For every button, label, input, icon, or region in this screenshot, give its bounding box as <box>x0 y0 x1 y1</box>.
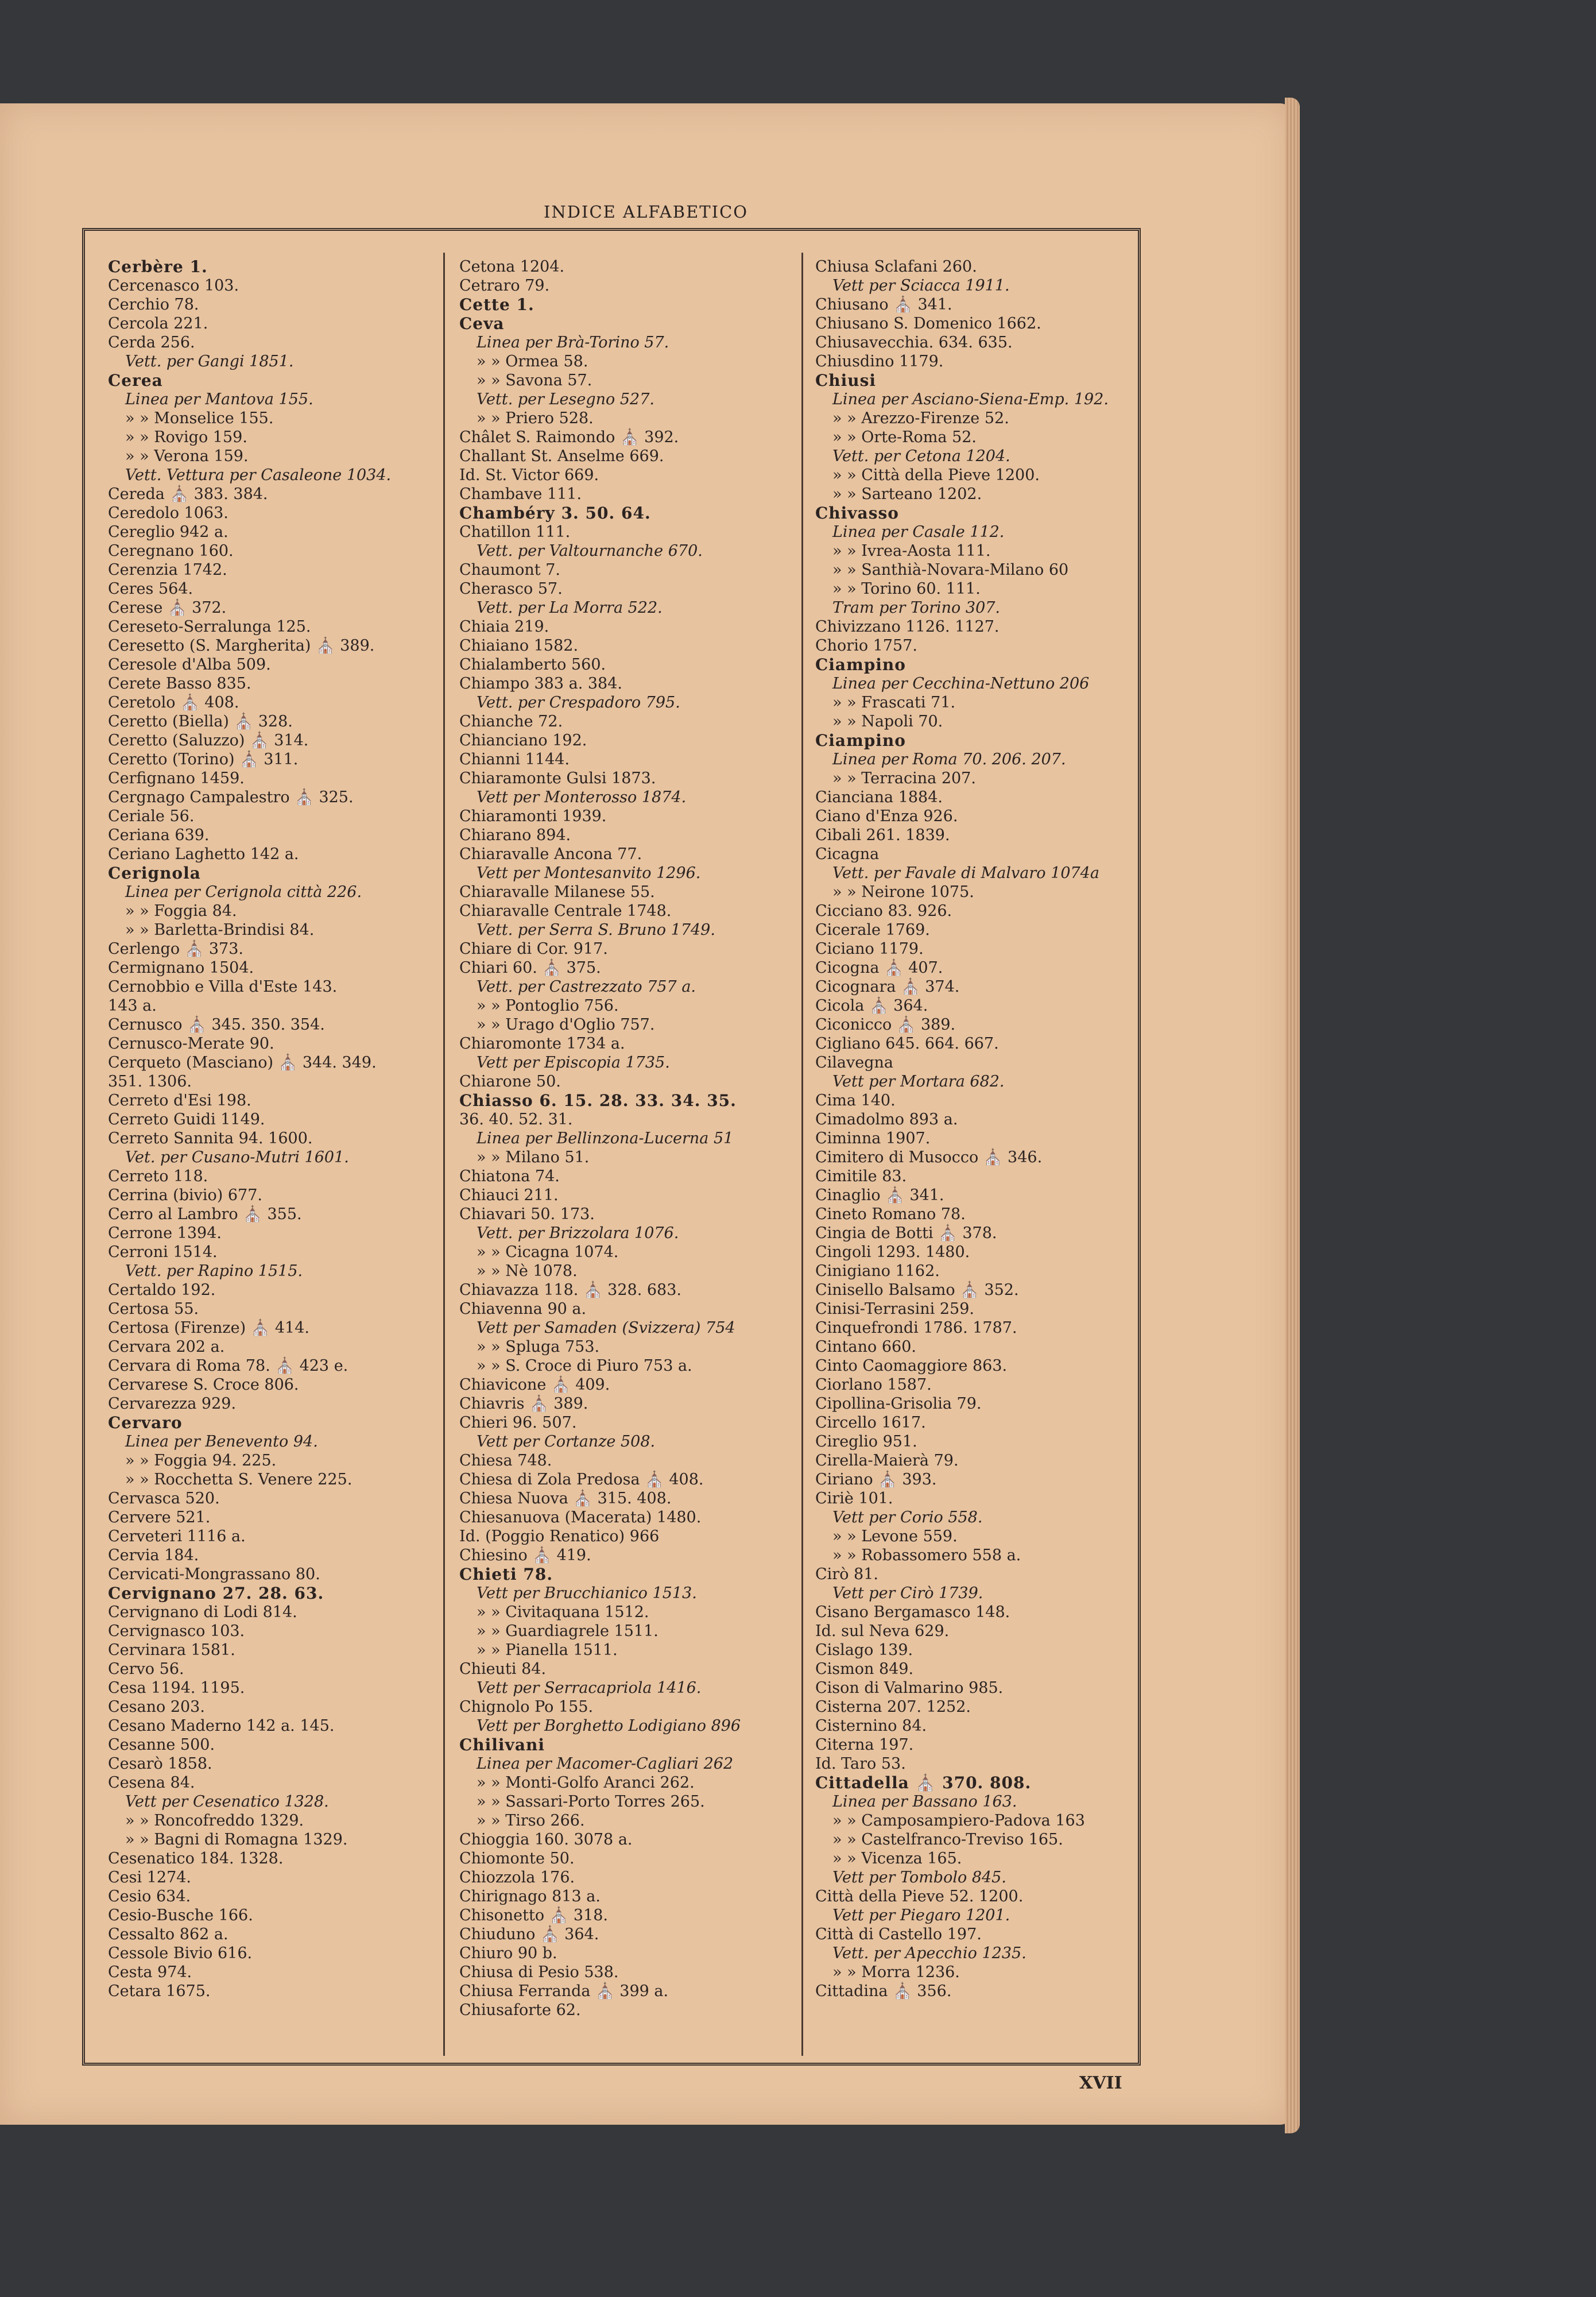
index-column-1 <box>108 257 447 2049</box>
index-entry: » » Barletta-Brindisi 84. <box>125 921 315 939</box>
index-entry: Ciano d'Enza 926. <box>815 807 958 825</box>
index-entry: Vett. per Favale di Malvaro 1074a <box>832 864 1099 882</box>
index-entry: Chianche 72. <box>459 713 563 730</box>
index-entry: Chialamberto 560. <box>459 656 606 674</box>
column-divider <box>801 253 803 2056</box>
index-entry: Chiusa Ferranda ⛪ 399 a. <box>459 1982 669 2000</box>
index-entry: Chiesanuova (Macerata) 1480. <box>459 1509 702 1526</box>
index-entry: Cerfignano 1459. <box>108 769 245 787</box>
index-entry: Chiari 60. ⛪ 375. <box>459 959 601 977</box>
index-entry: Ciampino <box>815 655 906 674</box>
index-entry: Cervo 56. <box>108 1660 184 1678</box>
index-entry: Cicogna ⛪ 407. <box>815 959 943 977</box>
index-entry: Vett. per Valtournanche 670. <box>477 542 703 560</box>
index-entry: Cisterna 207. 1252. <box>815 1698 971 1716</box>
index-entry: Chiavris ⛪ 389. <box>459 1395 588 1413</box>
index-entry: Vett per Montesanvito 1296. <box>477 864 701 882</box>
index-entry: Cerroni 1514. <box>108 1243 218 1261</box>
index-entry: Cervarese S. Croce 806. <box>108 1376 299 1394</box>
index-entry: » » Spluga 753. <box>477 1338 600 1356</box>
index-entry: Chiarone 50. <box>459 1073 561 1091</box>
index-entry: Cerreto Sannita 94. 1600. <box>108 1130 313 1147</box>
index-entry: Chiaromonte 1734 a. <box>459 1035 625 1053</box>
index-entry: Chiozzola 176. <box>459 1869 575 1886</box>
index-entry: Cianciana 1884. <box>815 788 943 806</box>
index-entry: » » Urago d'Oglio 757. <box>477 1016 655 1034</box>
index-entry: Cicerale 1769. <box>815 921 930 939</box>
index-entry: » » Arezzo-Firenze 52. <box>832 409 1009 427</box>
index-entry: » » Torino 60. 111. <box>832 580 981 598</box>
index-entry: 143 a. <box>108 997 157 1015</box>
index-entry: Vett. per Crespadoro 795. <box>477 694 680 711</box>
index-entry: » » Bagni di Romagna 1329. <box>125 1831 348 1849</box>
index-entry: » » Roncofreddo 1329. <box>125 1812 304 1830</box>
index-entry: » » Città della Pieve 1200. <box>832 466 1040 484</box>
index-entry: Cermignano 1504. <box>108 959 254 977</box>
index-entry: Chatillon 111. <box>459 523 571 541</box>
index-entry: Cerro al Lambro ⛪ 355. <box>108 1205 302 1223</box>
index-entry: Chiavicone ⛪ 409. <box>459 1376 610 1394</box>
index-entry: Chiavazza 118. ⛪ 328. 683. <box>459 1281 681 1299</box>
index-entry: Vett per Mortara 682. <box>832 1073 1005 1091</box>
index-entry: Linea per Mantova 155. <box>125 390 313 408</box>
index-entry: Cimadolmo 893 a. <box>815 1111 958 1128</box>
index-entry: Chianni 1144. <box>459 751 570 768</box>
index-entry: » » Civitaquana 1512. <box>477 1603 649 1621</box>
index-entry: Cirella-Maierà 79. <box>815 1452 959 1470</box>
index-entry: » » Monti-Golfo Aranci 262. <box>477 1774 695 1792</box>
index-entry: Chiatona 74. <box>459 1167 560 1185</box>
index-entry: Id. Taro 53. <box>815 1755 906 1773</box>
index-entry: » » Foggia 94. 225. <box>125 1452 277 1470</box>
index-entry: Chisonetto ⛪ 318. <box>459 1907 609 1924</box>
index-entry: Cerreto d'Esi 198. <box>108 1092 251 1109</box>
index-entry: » » Monselice 155. <box>125 409 274 427</box>
index-entry: Vett. per Apecchio 1235. <box>832 1944 1026 1962</box>
index-entry: Certosa (Firenze) ⛪ 414. <box>108 1319 309 1337</box>
index-entry: Chiarano 894. <box>459 826 571 844</box>
index-entry: Cherasco 57. <box>459 580 563 598</box>
index-entry: Vett per Borghetto Lodigiano 896 <box>477 1717 741 1735</box>
index-entry: Vett per Tombolo 845. <box>832 1869 1006 1886</box>
index-entry: Chiaiano 1582. <box>459 637 579 655</box>
index-entry: Linea per Roma 70. 206. 207. <box>832 751 1066 768</box>
index-entry: Vett. per Gangi 1851. <box>125 353 294 370</box>
index-entry: Cimitile 83. <box>815 1167 907 1185</box>
index-entry: Ciriano ⛪ 393. <box>815 1471 937 1488</box>
index-entry: Cercola 221. <box>108 315 208 332</box>
index-entry: Chiusa di Pesio 538. <box>459 1963 619 1981</box>
index-entry: » » S. Croce di Piuro 753 a. <box>477 1357 692 1375</box>
index-entry: Cerveteri 1116 a. <box>108 1528 246 1545</box>
index-entry: Vet. per Cusano-Mutri 1601. <box>125 1148 349 1166</box>
index-entry: Cittadella ⛪ 370. 808. <box>815 1773 1032 1792</box>
page-header: INDICE ALFABETICO <box>543 202 749 222</box>
index-entry: Cesta 974. <box>108 1963 192 1981</box>
index-entry: Cereda ⛪ 383. 384. <box>108 485 268 503</box>
index-entry: » » Tirso 266. <box>477 1812 585 1830</box>
index-entry: Ceregnano 160. <box>108 542 234 560</box>
index-entry: Cibali 261. 1839. <box>815 826 950 844</box>
index-entry: Chieri 96. 507. <box>459 1414 577 1432</box>
index-entry: Cerea <box>108 371 163 390</box>
index-entry: Cercenasco 103. <box>108 277 239 295</box>
index-entry: Vett. per Brizzolara 1076. <box>477 1224 679 1242</box>
index-entry: Vett per Cortanze 508. <box>477 1433 656 1451</box>
index-entry: Chiuduno ⛪ 364. <box>459 1925 599 1943</box>
index-entry: Vett per Brucchianico 1513. <box>477 1584 697 1602</box>
index-entry: Cetona 1204. <box>459 258 565 276</box>
index-entry: Ciminna 1907. <box>815 1130 931 1147</box>
index-entry: » » Orte-Roma 52. <box>832 428 977 446</box>
index-entry: Cinaglio ⛪ 341. <box>815 1186 944 1204</box>
index-entry: Chianciano 192. <box>459 732 587 749</box>
index-entry: Ciconicco ⛪ 389. <box>815 1016 956 1034</box>
index-entry: Chiavari 50. 173. <box>459 1205 595 1223</box>
index-entry: Cesa 1194. 1195. <box>108 1679 245 1697</box>
index-entry: Chiavenna 90 a. <box>459 1300 587 1318</box>
index-entry: 36. 40. 52. 31. <box>459 1111 573 1128</box>
index-entry: Cismon 849. <box>815 1660 914 1678</box>
index-entry: Linea per Asciano-Siena-Emp. 192. <box>832 390 1109 408</box>
index-entry: Ceresetto (S. Margherita) ⛪ 389. <box>108 637 375 655</box>
index-entry: » » Vicenza 165. <box>832 1850 962 1867</box>
index-entry: Vett per Episcopia 1735. <box>477 1054 670 1072</box>
index-entry: » » Rocchetta S. Venere 225. <box>125 1471 352 1488</box>
index-entry: » » Savona 57. <box>477 372 592 389</box>
index-entry: Chiusi <box>815 371 877 390</box>
index-entry: Cervara 202 a. <box>108 1338 225 1356</box>
index-entry: Chiusdino 1179. <box>815 353 944 370</box>
index-entry: Chiesa 748. <box>459 1452 552 1470</box>
index-entry: Chivasso <box>815 504 899 523</box>
index-entry: » » Sarteano 1202. <box>832 485 982 503</box>
index-entry: Cigliano 645. 664. 667. <box>815 1035 999 1053</box>
index-entry: Chieuti 84. <box>459 1660 547 1678</box>
index-entry: Certosa 55. <box>108 1300 199 1318</box>
index-entry: Ceretto (Torino) ⛪ 311. <box>108 751 299 768</box>
index-entry: Cervicati-Mongrassano 80. <box>108 1565 320 1583</box>
index-entry: Cesio-Busche 166. <box>108 1907 253 1924</box>
index-entry: Ceresole d'Alba 509. <box>108 656 271 674</box>
index-entry: Chiuro 90 b. <box>459 1944 557 1962</box>
index-entry: Cessole Bivio 616. <box>108 1944 253 1962</box>
index-entry: Cerreto Guidi 1149. <box>108 1111 265 1128</box>
index-entry: Cervarezza 929. <box>108 1395 237 1413</box>
index-entry: » » Rovigo 159. <box>125 428 247 446</box>
index-entry: Chorio 1757. <box>815 637 917 655</box>
index-entry: Cetara 1675. <box>108 1982 211 2000</box>
index-entry: Cipollina-Grisolia 79. <box>815 1395 982 1413</box>
index-entry: Chiaramonte Gulsi 1873. <box>459 769 656 787</box>
index-entry: Vett per Corio 558. <box>832 1509 983 1526</box>
index-entry: Cinisello Balsamo ⛪ 352. <box>815 1281 1019 1299</box>
index-entry: Cerlengo ⛪ 373. <box>108 940 243 958</box>
index-entry: Ceriale 56. <box>108 807 195 825</box>
index-entry: Chiusano S. Domenico 1662. <box>815 315 1041 332</box>
index-entry: Cireglio 951. <box>815 1433 917 1451</box>
index-entry: Cingoli 1293. 1480. <box>815 1243 970 1261</box>
index-entry: Chilivani <box>459 1735 545 1754</box>
index-entry: » » Priero 528. <box>477 409 594 427</box>
index-entry: Cervaro <box>108 1413 183 1432</box>
index-entry: Vett. per Castrezzato 757 a. <box>477 978 696 996</box>
index-entry: Cesio 634. <box>108 1888 191 1905</box>
index-entry: Citerna 197. <box>815 1736 914 1754</box>
index-entry: Ciriè 101. <box>815 1490 893 1507</box>
index-entry: Cingia de Botti ⛪ 378. <box>815 1224 997 1242</box>
index-entry: Chiomonte 50. <box>459 1850 575 1867</box>
index-entry: Vett per Cirò 1739. <box>832 1584 983 1602</box>
index-entry: Cervignano 27. 28. 63. <box>108 1584 324 1603</box>
index-entry: Chiasso 6. 15. 28. 33. 34. 35. <box>459 1091 737 1110</box>
index-entry: Linea per Cerignola città 226. <box>125 883 362 901</box>
index-entry: Chivizzano 1126. 1127. <box>815 618 1000 636</box>
index-entry: Chignolo Po 155. <box>459 1698 594 1716</box>
index-entry: Chiaramonti 1939. <box>459 807 607 825</box>
index-entry: Chiaia 219. <box>459 618 549 636</box>
index-entry: Chiusa Sclafani 260. <box>815 258 977 276</box>
index-entry: Cerrone 1394. <box>108 1224 222 1242</box>
index-entry: Cessalto 862 a. <box>108 1925 228 1943</box>
index-entry: Linea per Brà-Torino 57. <box>477 334 669 351</box>
index-entry: Linea per Benevento 94. <box>125 1433 318 1451</box>
index-entry: Chieti 78. <box>459 1565 553 1584</box>
index-entry: Chaumont 7. <box>459 561 560 579</box>
index-entry: Cernusco-Merate 90. <box>108 1035 274 1053</box>
index-entry: » » Levone 559. <box>832 1528 958 1545</box>
index-entry: » » Robassomero 558 a. <box>832 1546 1021 1564</box>
index-entry: Cesanne 500. <box>108 1736 215 1754</box>
index-column-2 <box>459 257 798 2049</box>
index-entry: Cereglio 942 a. <box>108 523 228 541</box>
index-entry: » » Milano 51. <box>477 1148 590 1166</box>
index-entry: Vett. Vettura per Casaleone 1034. <box>125 466 392 484</box>
index-entry: Cetraro 79. <box>459 277 550 295</box>
index-entry: Cicognara ⛪ 374. <box>815 978 960 996</box>
index-entry: Chiusavecchia. 634. 635. <box>815 334 1013 351</box>
index-entry: Cineto Romano 78. <box>815 1205 966 1223</box>
index-entry: Ceriana 639. <box>108 826 210 844</box>
index-entry: Vett per Monterosso 1874. <box>477 788 687 806</box>
index-entry: Cinto Caomaggiore 863. <box>815 1357 1008 1375</box>
index-entry: Circello 1617. <box>815 1414 926 1432</box>
index-entry: Cerese ⛪ 372. <box>108 599 227 617</box>
index-entry: Chiauci 211. <box>459 1186 559 1204</box>
index-entry: Chiesa di Zola Predosa ⛪ 408. <box>459 1471 704 1488</box>
index-entry: Ceretto (Biella) ⛪ 328. <box>108 713 293 730</box>
index-entry: Id. (Poggio Renatico) 966 <box>459 1528 660 1545</box>
index-entry: Cilavegna <box>815 1054 894 1072</box>
index-entry: Cima 140. <box>815 1092 896 1109</box>
index-entry: » » Morra 1236. <box>832 1963 960 1981</box>
index-entry: » » Napoli 70. <box>832 713 943 730</box>
index-entry: Cerignola <box>108 864 201 883</box>
index-entry: Cervara di Roma 78. ⛪ 423 e. <box>108 1357 348 1375</box>
index-entry: Cervasca 520. <box>108 1490 220 1507</box>
index-entry: Cesano 203. <box>108 1698 205 1716</box>
index-entry: Chiare di Cor. 917. <box>459 940 608 958</box>
index-entry: Cerete Basso 835. <box>108 675 251 693</box>
index-entry: Ceriano Laghetto 142 a. <box>108 845 299 863</box>
index-entry: Cesarò 1858. <box>108 1755 212 1773</box>
index-entry: Id. St. Victor 669. <box>459 466 599 484</box>
index-entry: Cesena 84. <box>108 1774 195 1792</box>
index-entry: » » Cicagna 1074. <box>477 1243 619 1261</box>
index-entry: Chirignago 813 a. <box>459 1888 601 1905</box>
index-entry: Cervere 521. <box>108 1509 211 1526</box>
index-entry: » » Santhià-Novara-Milano 60 <box>832 561 1069 579</box>
index-entry: Certaldo 192. <box>108 1281 216 1299</box>
index-entry: Cisano Bergamasco 148. <box>815 1603 1010 1621</box>
index-entry: Cicciano 83. 926. <box>815 902 952 920</box>
index-entry: Cerqueto (Masciano) ⛪ 344. 349. <box>108 1054 377 1072</box>
index-entry: Vett. per Lesegno 527. <box>477 390 654 408</box>
index-entry: Tram per Torino 307. <box>832 599 1001 617</box>
index-entry: Linea per Casale 112. <box>832 523 1005 541</box>
index-entry: Chioggia 160. 3078 a. <box>459 1831 633 1849</box>
index-column-3 <box>815 257 1154 2049</box>
index-entry: Cesano Maderno 142 a. 145. <box>108 1717 335 1735</box>
index-entry: Ceretolo ⛪ 408. <box>108 694 239 711</box>
index-entry: Cerchio 78. <box>108 296 199 314</box>
index-entry: Cerrina (bivio) 677. <box>108 1186 262 1204</box>
index-entry: Chiampo 383 a. 384. <box>459 675 623 693</box>
index-entry: Vett. per La Morra 522. <box>477 599 663 617</box>
index-entry: Chiaravalle Ancona 77. <box>459 845 642 863</box>
index-entry: Vett per Sciacca 1911. <box>832 277 1010 295</box>
index-entry: Cergnago Campalestro ⛪ 325. <box>108 788 354 806</box>
index-entry: Cerda 256. <box>108 334 195 351</box>
index-entry: Cette 1. <box>459 295 534 314</box>
index-entry: Ceretto (Saluzzo) ⛪ 314. <box>108 732 309 749</box>
page-edge <box>1285 98 1300 2133</box>
index-entry: Cesi 1274. <box>108 1869 192 1886</box>
index-entry: Vett per Piegaro 1201. <box>832 1907 1010 1924</box>
index-entry: » » Ivrea-Aosta 111. <box>832 542 991 560</box>
index-entry: Cinisi-Terrasini 259. <box>815 1300 974 1318</box>
index-entry: Cintano 660. <box>815 1338 916 1356</box>
index-entry: Id. sul Neva 629. <box>815 1622 950 1640</box>
index-entry: Ciorlano 1587. <box>815 1376 932 1394</box>
index-entry: Cicagna <box>815 845 880 863</box>
index-entry: Cereseto-Serralunga 125. <box>108 618 311 636</box>
index-entry: Cicola ⛪ 364. <box>815 997 928 1015</box>
index-entry: Linea per Macomer-Cagliari 262 <box>477 1755 734 1773</box>
index-entry: Cittadina ⛪ 356. <box>815 1982 952 2000</box>
index-entry: Cinigiano 1162. <box>815 1262 940 1280</box>
index-entry: Vett per Cesenatico 1328. <box>125 1793 329 1811</box>
index-entry: » » Pontoglio 756. <box>477 997 619 1015</box>
index-entry: Cernusco ⛪ 345. 350. 354. <box>108 1016 325 1034</box>
page-number: XVII <box>1079 2073 1122 2093</box>
index-entry: » » Neirone 1075. <box>832 883 974 901</box>
index-entry: Chiusaforte 62. <box>459 2001 581 2019</box>
index-entry: Chambave 111. <box>459 485 582 503</box>
index-entry: Città della Pieve 52. 1200. <box>815 1888 1024 1905</box>
index-entry: Cimitero di Musocco ⛪ 346. <box>815 1148 1043 1166</box>
index-entry: » » Castelfranco-Treviso 165. <box>832 1831 1063 1849</box>
index-entry: Cinquefrondi 1786. 1787. <box>815 1319 1017 1337</box>
index-entry: Cislago 139. <box>815 1641 913 1659</box>
index-entry: Cervinara 1581. <box>108 1641 235 1659</box>
index-entry: » » Camposampiero-Padova 163 <box>832 1812 1085 1830</box>
index-entry: Cirò 81. <box>815 1565 878 1583</box>
index-entry: Cerenzia 1742. <box>108 561 227 579</box>
index-entry: Cerreto 118. <box>108 1167 208 1185</box>
index-entry: Vett. per Cetona 1204. <box>832 447 1010 465</box>
index-entry: Vett per Samaden (Svizzera) 754 <box>477 1319 735 1337</box>
index-entry: Vett. per Serra S. Bruno 1749. <box>477 921 715 939</box>
index-entry: Châlet S. Raimondo ⛪ 392. <box>459 428 679 446</box>
index-entry: » » Pianella 1511. <box>477 1641 618 1659</box>
index-entry: Chiesino ⛪ 419. <box>459 1546 591 1564</box>
index-entry: » » Verona 159. <box>125 447 249 465</box>
index-entry: » » Ormea 58. <box>477 353 588 370</box>
index-entry: Chiusano ⛪ 341. <box>815 296 952 314</box>
index-entry: Cison di Valmarino 985. <box>815 1679 1004 1697</box>
index-entry: » » Foggia 84. <box>125 902 237 920</box>
index-entry: Ciampino <box>815 731 906 750</box>
index-entry: » » Terracina 207. <box>832 769 976 787</box>
index-entry: » » Frascati 71. <box>832 694 956 711</box>
index-entry: Chambéry 3. 50. 64. <box>459 504 651 523</box>
index-entry: Cervia 184. <box>108 1546 199 1564</box>
index-entry: » » Guardiagrele 1511. <box>477 1622 658 1640</box>
index-entry: Cervignasco 103. <box>108 1622 245 1640</box>
index-entry: Vett. per Rapino 1515. <box>125 1262 303 1280</box>
index-entry: Cerbère 1. <box>108 257 208 276</box>
index-entry: Cisternino 84. <box>815 1717 927 1735</box>
index-entry: Challant St. Anselme 669. <box>459 447 664 465</box>
index-entry: » » Sassari-Porto Torres 265. <box>477 1793 705 1811</box>
index-entry: 351. 1306. <box>108 1073 192 1091</box>
index-entry: Cesenatico 184. 1328. <box>108 1850 284 1867</box>
index-entry: Ceres 564. <box>108 580 193 598</box>
index-entry: Linea per Bassano 163. <box>832 1793 1017 1811</box>
index-entry: Chiaravalle Centrale 1748. <box>459 902 672 920</box>
index-entry: Vett per Serracapriola 1416. <box>477 1679 702 1697</box>
index-entry: Cervignano di Lodi 814. <box>108 1603 297 1621</box>
index-entry: Cernobbio e Villa d'Este 143. <box>108 978 338 996</box>
index-entry: Ceva <box>459 314 505 333</box>
index-entry: Ceredolo 1063. <box>108 504 228 522</box>
index-entry: Linea per Cecchina-Nettuno 206 <box>832 675 1090 693</box>
index-entry: Chiesa Nuova ⛪ 315. 408. <box>459 1490 672 1507</box>
index-entry: Linea per Bellinzona-Lucerna 51 <box>477 1130 734 1147</box>
index-entry: » » Nè 1078. <box>477 1262 578 1280</box>
index-entry: Chiaravalle Milanese 55. <box>459 883 655 901</box>
index-entry: Città di Castello 197. <box>815 1925 982 1943</box>
index-entry: Ciciano 1179. <box>815 940 924 958</box>
